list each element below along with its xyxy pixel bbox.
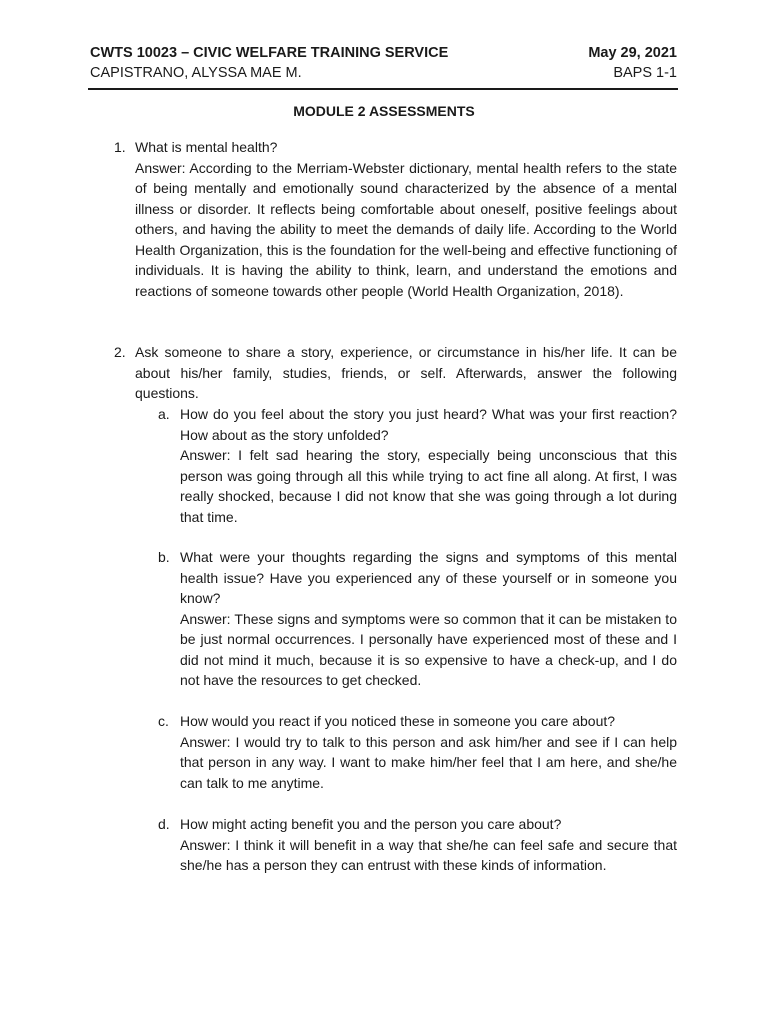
question-1 — [114, 137, 677, 301]
sub-question-a — [158, 404, 677, 527]
sub-question-text: How might acting benefit you and the person you care about? — [180, 816, 562, 832]
course-title: CWTS 10023 – CIVIC WELFARE TRAINING SERVICE — [90, 45, 449, 61]
header-divider — [88, 88, 678, 90]
question-2 — [114, 342, 677, 404]
sub-question-text: What were your thoughts regarding the signs and symptoms of this mental health issue? Have you experienced any of these yourself or in someone you know? — [180, 549, 677, 606]
question-number: 2. — [114, 344, 126, 360]
question-text: Ask someone to share a story, experience, or circumstance in his/her life. It can be about his/her family, studies, friends, or self. Afterwards, answer the following questions. — [135, 344, 677, 401]
submission-date: May 29, 2021 — [588, 45, 677, 61]
question-text: What is mental health? — [135, 139, 278, 155]
student-name: CAPISTRANO, ALYSSA MAE M. — [90, 65, 302, 81]
sub-question-d — [158, 814, 677, 876]
question-number: 1. — [114, 139, 126, 155]
page-title: MODULE 2 ASSESSMENTS — [293, 103, 475, 119]
sub-question-b — [158, 547, 677, 691]
answer-text: Answer: According to the Merriam-Webster dictionary, mental health refers to the state of being mentally and emotionally sound characterized by the absence of a mental illness or disorder. It reflects being comfortable about oneself, positive feelings about others, and having the ability to meet the demands of daily life. According to the World Health Organization, this is the foundation for the well-being and effective functioning of individuals. It is having the ability to think, learn, and understand the emotions and reactions of someone towards other people (World Health Organization, 2018). — [135, 159, 677, 299]
sub-answer-text: Answer: I felt sad hearing the story, especially being unconscious that this person was going through all this while trying to act fine all along. At first, I was really shocked, because I did not know that she was going through a lot during that time. — [180, 447, 677, 525]
document-header — [90, 43, 677, 83]
sub-question-text: How would you react if you noticed these in someone you care about? — [180, 713, 616, 729]
header-row-2 — [90, 63, 677, 83]
sub-answer-text: Answer: I would try to talk to this person and ask him/her and see if I can help that person in any way. I want to make him/her feel that I am here, and she/he can talk to me anytime. — [180, 733, 677, 791]
class-section: BAPS 1-1 — [613, 65, 677, 81]
sub-question-letter: c. — [158, 713, 169, 729]
sub-question-letter: d. — [158, 816, 170, 832]
sub-answer-text: Answer: I think it will benefit in a way that she/he can feel safe and secure that she/he has a person they can entrust with these kinds of information. — [180, 836, 677, 873]
sub-question-letter: b. — [158, 549, 170, 565]
sub-question-letter: a. — [158, 406, 170, 422]
sub-question-c — [158, 711, 677, 793]
header-row-1 — [90, 43, 677, 63]
sub-answer-text: Answer: These signs and symptoms were so common that it can be mistaken to be just normal occurrences. I personally have experienced most of these and I did not mind it much, because it is so expensive to have a check-up, and I do not have the resources to get checked. — [180, 610, 677, 688]
sub-question-text: How do you feel about the story you just heard? What was your first reaction? How about as the story unfolded? — [180, 406, 677, 443]
